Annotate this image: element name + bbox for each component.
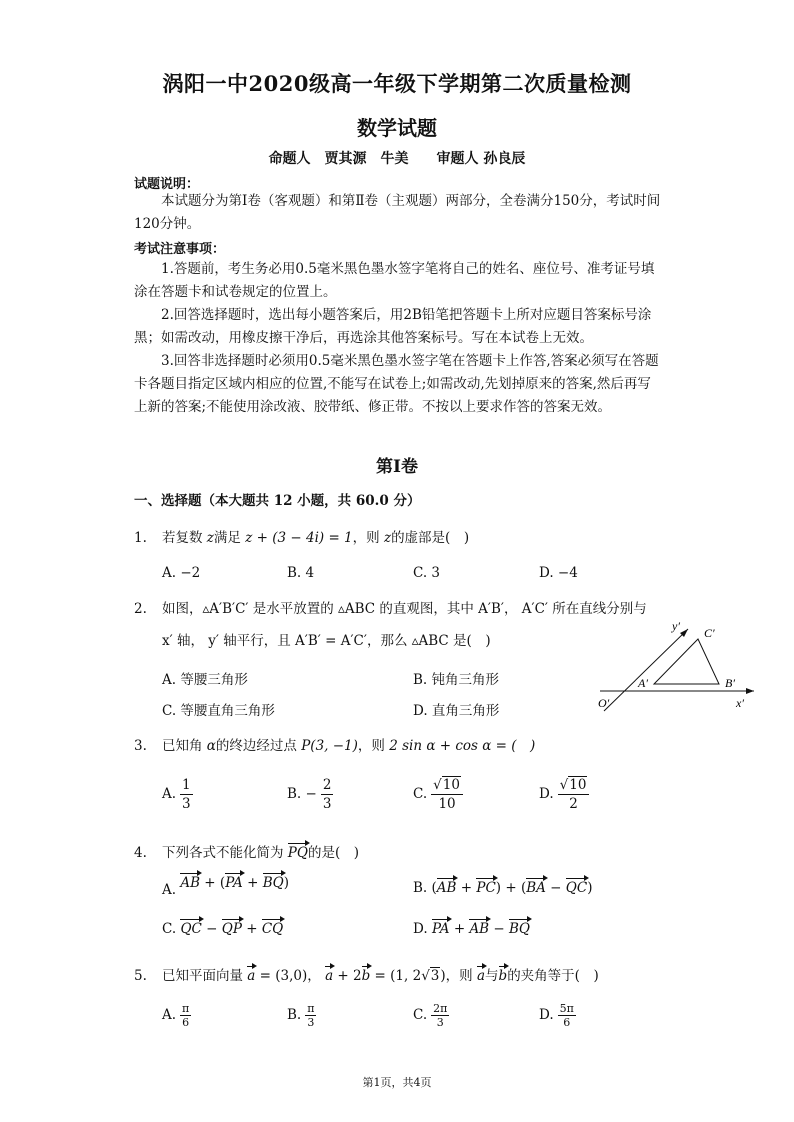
note-2: 2.回答选择题时，选出每小题答案后，用2B铅笔把答题卡上所对应题目答案标号涂黑；如需改动，用橡皮擦干净后，再选涂其他答案标号。写在本试卷上无效。 [134, 307, 652, 346]
label-c: C′ [704, 626, 715, 640]
q2-option-d: D. 直角三角形 [413, 703, 500, 719]
exam-title: 涡阳一中2020级高一年级下学期第二次质量检测 [162, 71, 632, 96]
q4-option-a: A. AB + (PA + BQ) [162, 875, 289, 898]
q3-option-b: B. − $\frac{2}{3}$ [287, 777, 332, 812]
instructions-label: 试题说明： [134, 177, 200, 192]
page-footer: 第1页，共4页 [362, 1076, 432, 1089]
section-title: 第Ⅰ卷 [376, 457, 418, 477]
label-o: O′ [598, 696, 610, 710]
notes-label: 考试注意事项： [134, 242, 226, 257]
q1-option-c: C. 3 [413, 565, 441, 581]
q4-option-d: D. PA + AB − BQ [413, 921, 531, 937]
label-x: x′ [736, 696, 744, 710]
q4-option-c: C. QC − QP + CQ [162, 921, 284, 937]
label-a: A′ [638, 676, 648, 690]
part-heading: 一、选择题（本大题共 12 小题，共 60.0 分） [134, 493, 421, 509]
triangle [654, 639, 719, 684]
question-2-line1: 2. 如图，▵A′B′C′ 是水平放置的 ▵ABC 的直观图，其中 A′B′， A′C′ 所在直线分别与 [134, 601, 647, 617]
q5-option-c: C. $\frac{2\pi}{3}$ [413, 1002, 448, 1029]
q2-option-a: A. 等腰三角形 [162, 672, 248, 688]
note-3: 3.回答非选择题时必须用0.5毫米黑色墨水签字笔在答题卡上作答,答案必须写在答题卡各题目指定区域内相应的位置,不能写在试卷上;如需改动,先划掉原来的答案,然后再写上新的答案;不能使用涂改液、胶带纸、修正带。不按以上要求作答的答案无效。 [134, 353, 659, 415]
q5-option-a: A. $\frac{\pi}{6}$ [162, 1002, 190, 1029]
authors-line: 命题人 贾其源 牛美 审题人 孙良辰 [268, 151, 526, 167]
q3-option-a: A. $\frac{1}{3}$ [162, 777, 191, 812]
q2-option-b: B. 钝角三角形 [413, 672, 500, 688]
label-b: B′ [725, 676, 735, 690]
question-3: 3. 已知角 α的终边经过点 P(3, −1)，则 2 sin α + cos α = ( ) [134, 738, 536, 754]
q1-option-d: D. −4 [539, 565, 578, 581]
y-axis [604, 629, 688, 711]
exam-subtitle: 数学试题 [357, 116, 437, 140]
label-y: y′ [672, 619, 680, 633]
question-1: 1. 若复数 z满足 z + (3 − 4i) = 1，则 z的虚部是( ) [134, 530, 470, 546]
q3-option-d: D. $\frac{√10}{2}$ [539, 776, 589, 813]
q2-option-c: C. 等腰直角三角形 [162, 703, 275, 719]
q3-option-c: C. $\frac{√10}{10}$ [413, 776, 463, 813]
note-1: 1.答题前，考生务必用0.5毫米黑色墨水签字笔将自己的姓名、座位号、准考证号填涂在答题卡和试卷规定的位置上。 [134, 261, 655, 300]
q5-option-d: D. $\frac{5\pi}{6}$ [539, 1002, 574, 1029]
q5-option-b: B. $\frac{\pi}{3}$ [287, 1002, 315, 1029]
q2-diagram [592, 615, 762, 715]
q4-option-b: B. (AB + PC) + (BA − QC) [413, 880, 593, 896]
question-5: 5. 已知平面向量 a = (3,0)， a + 2b = (1, 2√3)，则 a与b的夹角等于( ) [134, 968, 599, 984]
instructions-text: 本试题分为第Ⅰ卷（客观题）和第Ⅱ卷（主观题）两部分，全卷满分150分，考试时间120分钟。 [134, 193, 661, 232]
question-4: 4. 下列各式不能化简为 PQ的是( ) [134, 845, 359, 861]
question-2-line2: x′ 轴， y′ 轴平行，且 A′B′ = A′C′，那么 ▵ABC 是( ) [162, 633, 491, 649]
q1-option-b: B. 4 [287, 565, 315, 581]
q1-option-a: A. −2 [162, 565, 201, 581]
